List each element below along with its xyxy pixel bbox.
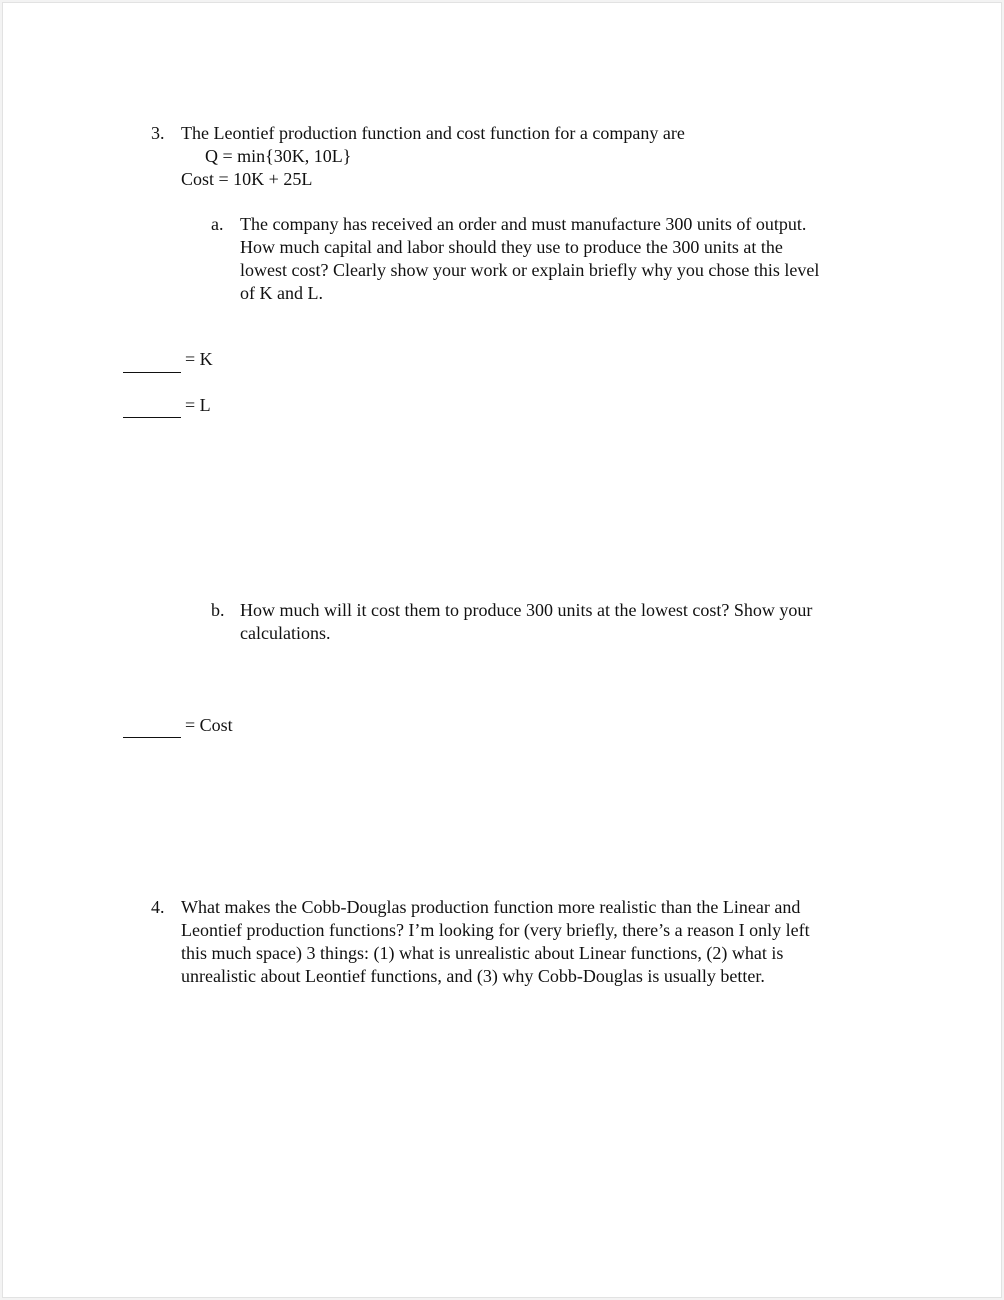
answer-k-blank[interactable] xyxy=(123,372,181,373)
cost-function: Cost = 10K + 25L xyxy=(181,169,313,189)
answer-cost-label: = Cost xyxy=(185,715,233,735)
question-4-line: What makes the Cobb-Douglas production function more realistic than the Linear and xyxy=(181,897,801,917)
part-a-line: of K and L. xyxy=(240,283,323,303)
production-function: Q = min{30K, 10L} xyxy=(205,146,352,166)
question-4-line: this much space) 3 things: (1) what is unrealistic about Linear functions, (2) what is xyxy=(181,943,784,963)
part-b-letter: b. xyxy=(211,600,225,620)
answer-cost-blank[interactable] xyxy=(123,737,181,738)
question-4-line: Leontief production functions? I’m looking for (very briefly, there’s a reason I only left xyxy=(181,920,810,940)
part-a-line: The company has received an order and must manufacture 300 units of output. xyxy=(240,214,807,234)
part-a-line: lowest cost? Clearly show your work or explain briefly why you chose this level xyxy=(240,260,820,280)
part-a-line: How much capital and labor should they use to produce the 300 units at the xyxy=(240,237,783,257)
document-page xyxy=(2,2,1002,1298)
question-3-number: 3. xyxy=(151,123,165,143)
answer-l-blank[interactable] xyxy=(123,417,181,418)
question-3-intro: The Leontief production function and cost function for a company are xyxy=(181,123,685,143)
part-a-letter: a. xyxy=(211,214,224,234)
part-b-line: calculations. xyxy=(240,623,331,643)
answer-l-label: = L xyxy=(185,395,211,415)
question-4-number: 4. xyxy=(151,897,165,917)
part-b-line: How much will it cost them to produce 300 units at the lowest cost? Show your xyxy=(240,600,813,620)
question-4-line: unrealistic about Leontief functions, and (3) why Cobb-Douglas is usually better. xyxy=(181,966,765,986)
answer-k-label: = K xyxy=(185,349,213,369)
